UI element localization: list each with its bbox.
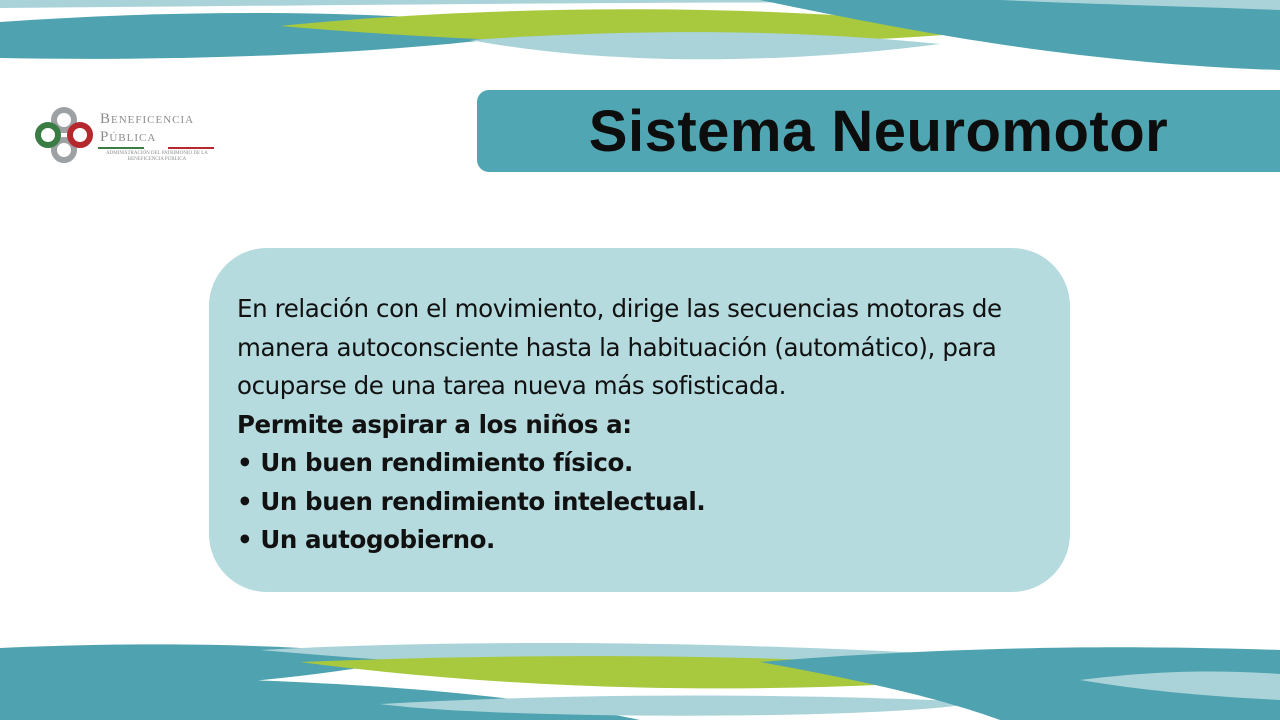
body-paragraph: En relación con el movimiento, dirige las secuencias motoras de manera autoconsciente hasta la habituación (automático), para ocuparse de una tarea nueva más sofisticada. — [237, 294, 1002, 400]
bullet-item: • Un buen rendimiento intelectual. — [237, 486, 706, 516]
top-wave-decoration — [0, 0, 1280, 80]
slide-title: Sistema Neuromotor — [588, 98, 1169, 164]
interlocking-rings-icon — [34, 106, 94, 166]
logo-divider — [98, 147, 214, 149]
bottom-wave-decoration — [0, 640, 1280, 720]
bullet-item: • Un autogobierno. — [237, 525, 495, 554]
logo-wordmark — [100, 110, 194, 146]
lead-in-text: Permite aspirar a los niños a: — [237, 409, 632, 439]
content-panel — [209, 248, 1070, 592]
logo-name-line-2: Pública — [100, 129, 157, 145]
title-banner — [477, 90, 1280, 172]
bullet-item: • Un buen rendimiento físico. — [237, 448, 633, 477]
beneficencia-publica-logo — [34, 106, 224, 168]
logo-name-line-1: Beneficencia — [100, 111, 195, 127]
logo-subtitle: ADMINISTRACIÓN DEL PATRIMONIO DE LA BENEFICENCIA PÚBLICA — [106, 151, 208, 162]
